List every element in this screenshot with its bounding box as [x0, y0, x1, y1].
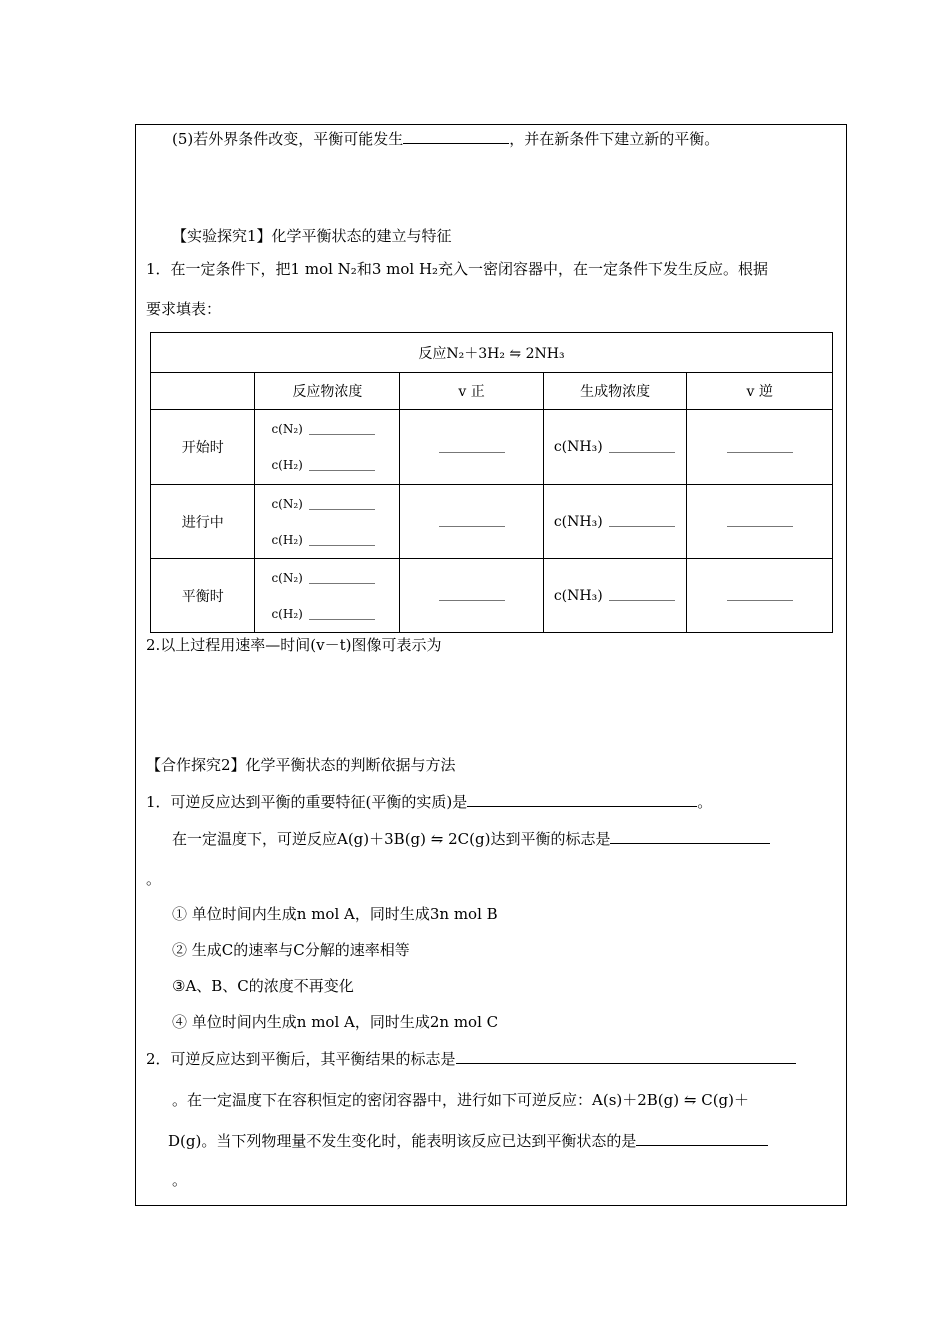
- option-2: ② 生成C的速率与C分解的速率相等: [172, 941, 410, 959]
- answer-blank[interactable]: [309, 460, 375, 471]
- exp2-q2-end: 。: [172, 1171, 188, 1189]
- exp1-q2: 2.以上过程用速率—时间(v－t)图像可表示为: [146, 636, 442, 654]
- header-v-forward: v 正: [400, 373, 544, 410]
- answer-blank[interactable]: [610, 828, 770, 844]
- c-h2: c(H₂): [271, 458, 303, 472]
- answer-blank[interactable]: [439, 590, 505, 601]
- answer-blank[interactable]: [727, 442, 793, 453]
- exp1-q1-line1: 1．在一定条件下，把1 mol N₂和3 mol H₂充入一密闭容器中，在一定条件下发生反应。根据: [146, 260, 769, 278]
- answer-blank[interactable]: [309, 573, 375, 584]
- answer-blank[interactable]: [309, 424, 375, 435]
- answer-blank[interactable]: [609, 516, 675, 527]
- item-5-text: (5)若外界条件改变，平衡可能发生: [172, 130, 404, 148]
- answer-blank[interactable]: [439, 516, 505, 527]
- c-nh3: c(NH₃): [553, 513, 603, 530]
- exp2-q2-line2: 。在一定温度下在容积恒定的密闭容器中，进行如下可逆反应：A(s)＋2B(g) ⇋ C(g)＋: [172, 1091, 749, 1109]
- table-title: 反应N₂＋3H₂ ⇋ 2NH₃: [151, 333, 833, 373]
- answer-blank[interactable]: [309, 535, 375, 546]
- answer-blank[interactable]: [727, 590, 793, 601]
- option-1: ① 单位时间内生成n mol A，同时生成3n mol B: [172, 905, 498, 923]
- answer-blank[interactable]: [309, 609, 375, 620]
- answer-blank[interactable]: [439, 442, 505, 453]
- exp2-q1: [146, 791, 712, 812]
- row-label: 开始时: [151, 410, 255, 485]
- v-reverse-cell: [687, 559, 833, 633]
- header-reactant: 反应物浓度: [255, 373, 400, 410]
- table-row: [151, 559, 833, 633]
- answer-blank[interactable]: [403, 128, 509, 144]
- answer-blank[interactable]: [456, 1048, 796, 1064]
- answer-blank[interactable]: [727, 516, 793, 527]
- v-reverse-cell: [687, 485, 833, 559]
- answer-blank[interactable]: [309, 499, 375, 510]
- table-row: [151, 485, 833, 559]
- table-row: [151, 410, 833, 485]
- exp1-heading: 【实验探究1】化学平衡状态的建立与特征: [172, 227, 452, 245]
- v-forward-cell: [400, 485, 544, 559]
- c-h2: c(H₂): [271, 606, 303, 621]
- answer-blank[interactable]: [636, 1130, 768, 1146]
- c-nh3: c(NH₃): [553, 439, 603, 455]
- reactant-cell: [255, 559, 400, 633]
- c-n2: c(N₂): [271, 570, 303, 585]
- answer-blank[interactable]: [609, 442, 675, 453]
- exp2-q1b-end: 。: [146, 870, 162, 888]
- product-cell: [543, 410, 687, 485]
- item-5-text-end: ，并在新条件下建立新的平衡。: [509, 130, 720, 148]
- header-v-reverse: v 逆: [687, 373, 833, 410]
- c-nh3: c(NH₃): [553, 587, 603, 604]
- row-label: 进行中: [151, 485, 255, 559]
- c-h2: c(H₂): [271, 532, 303, 547]
- header-product: 生成物浓度: [543, 373, 687, 410]
- exp1-q1-line2: 要求填表：: [146, 300, 222, 318]
- exp2-q2-line1: [146, 1048, 796, 1069]
- product-cell: [543, 485, 687, 559]
- exp2-q2-text: 2．可逆反应达到平衡后，其平衡结果的标志是: [146, 1050, 456, 1068]
- product-cell: [543, 559, 687, 633]
- reactant-cell: [255, 485, 400, 559]
- v-reverse-cell: [687, 410, 833, 485]
- exp2-q2-line3-text: D(g)。当下列物理量不发生变化时，能表明该反应已达到平衡状态的是: [168, 1132, 637, 1150]
- c-n2: c(N₂): [271, 496, 303, 511]
- exp2-q1b: [172, 828, 770, 849]
- worksheet-frame: [135, 124, 847, 1206]
- c-n2: c(N₂): [271, 422, 303, 436]
- exp2-heading: 【合作探究2】化学平衡状态的判断依据与方法: [146, 756, 456, 774]
- option-4: ④ 单位时间内生成n mol A，同时生成2n mol C: [172, 1013, 499, 1031]
- answer-blank[interactable]: [467, 791, 697, 807]
- exp2-q1b-text: 在一定温度下，可逆反应A(g)＋3B(g) ⇋ 2C(g)达到平衡的标志是: [172, 830, 611, 848]
- v-forward-cell: [400, 410, 544, 485]
- answer-blank[interactable]: [609, 590, 675, 601]
- header-empty: [151, 373, 255, 410]
- v-forward-cell: [400, 559, 544, 633]
- row-label: 平衡时: [151, 559, 255, 633]
- exp2-q1-text: 1．可逆反应达到平衡的重要特征(平衡的实质)是: [146, 793, 468, 811]
- exp2-q1-end: 。: [697, 793, 713, 811]
- option-3: ③A、B、C的浓度不再变化: [172, 977, 354, 995]
- item-5: [172, 128, 719, 149]
- exp2-q2-line3: [168, 1130, 768, 1151]
- equilibrium-table: [150, 332, 833, 633]
- reactant-cell: [255, 410, 400, 485]
